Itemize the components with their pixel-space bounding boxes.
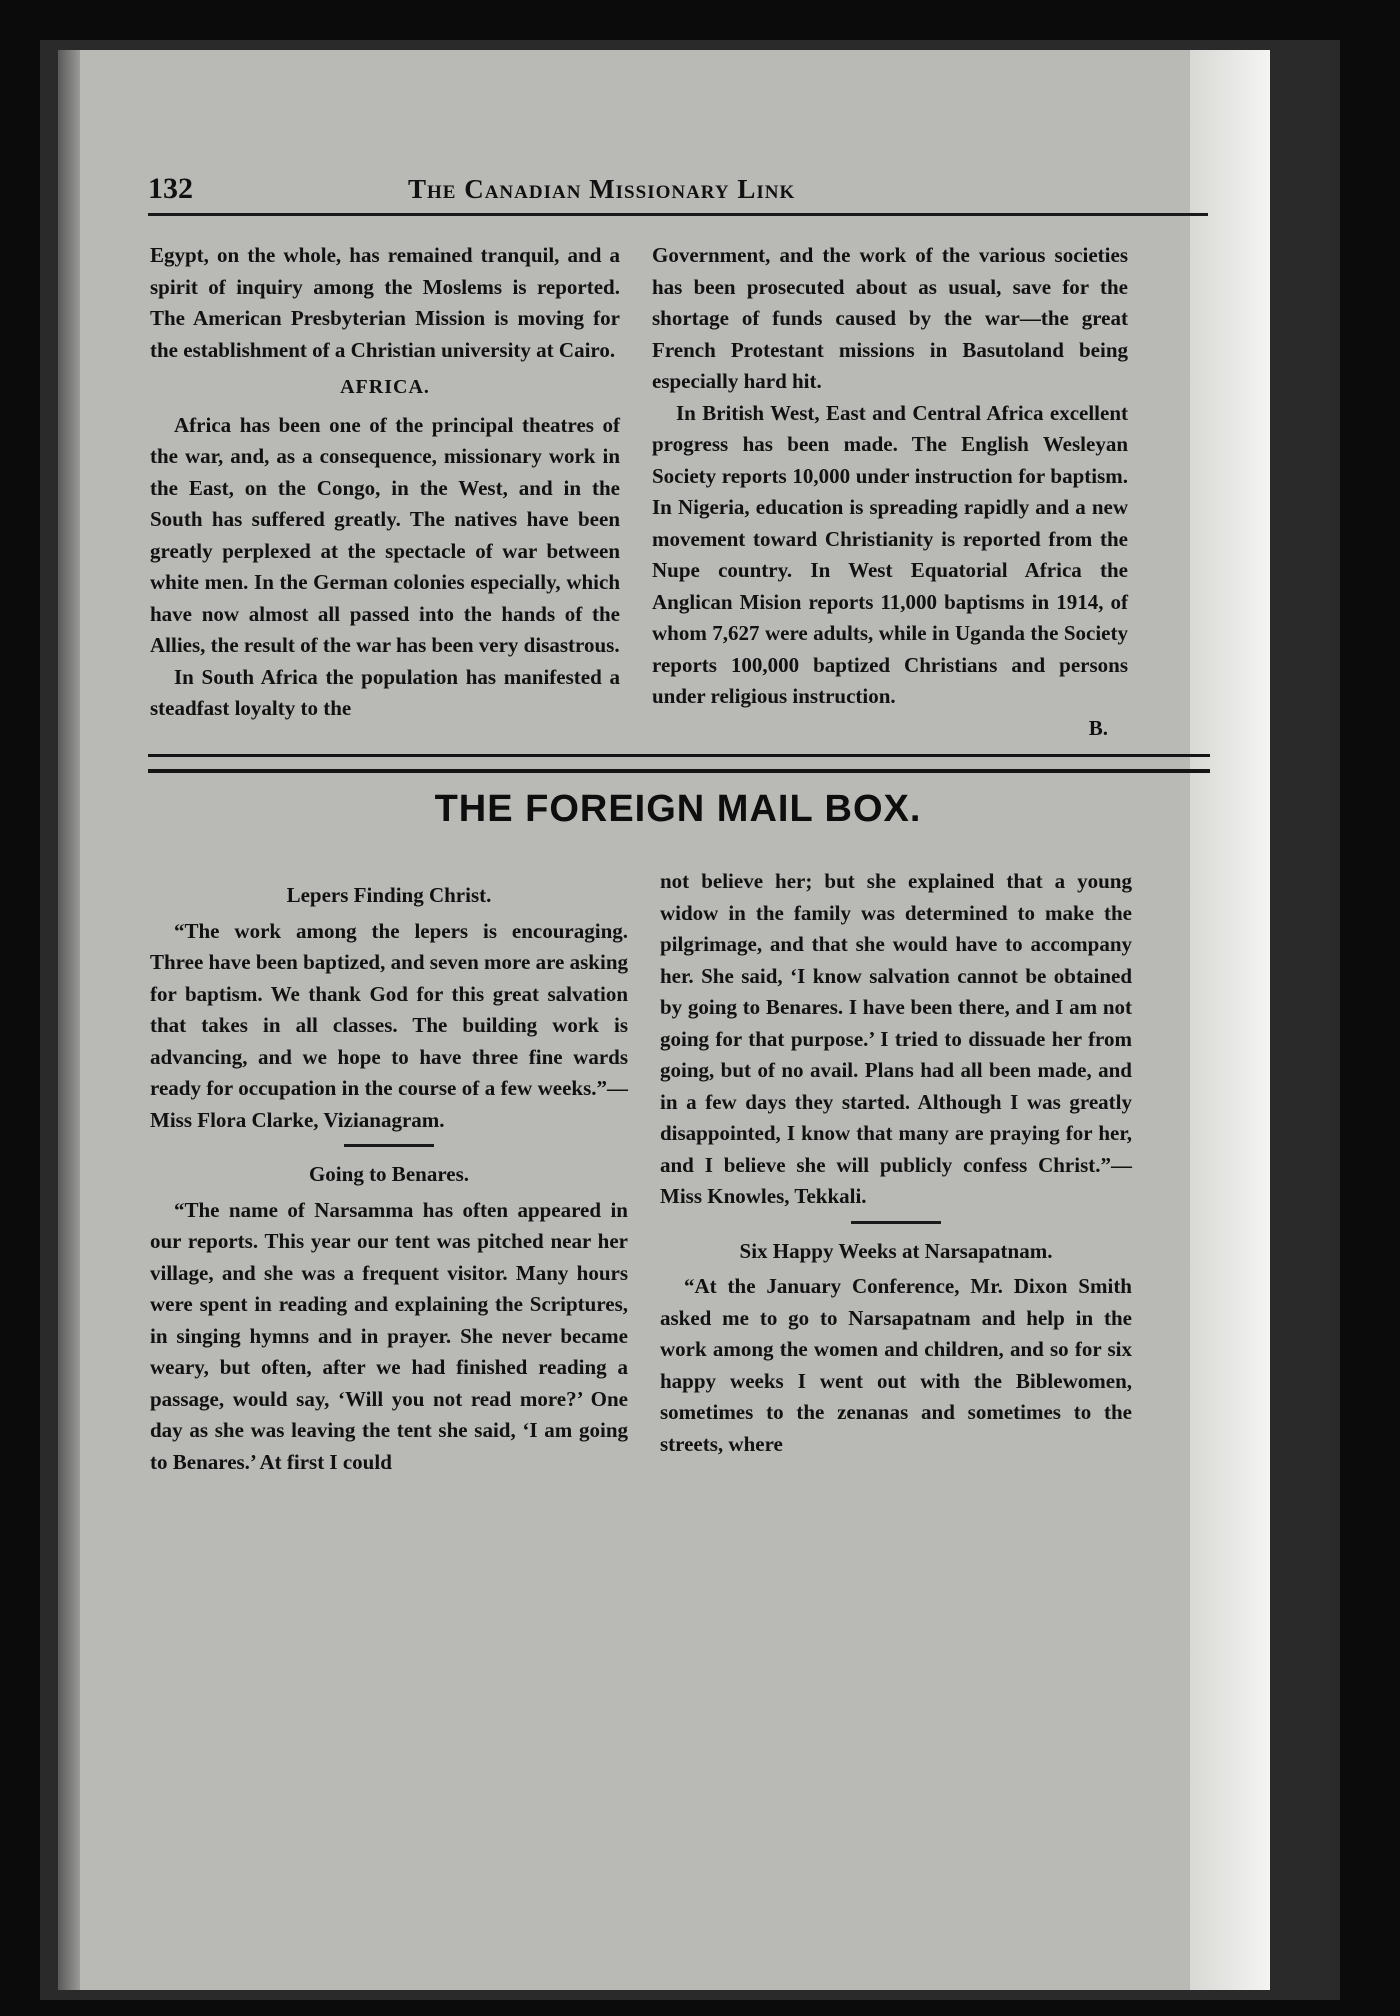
british-africa-paragraph: In British West, East and Central Africa excellent progress has been made. The English Wesleyan Society reports 10,000 under instruction for baptism. In Nigeria, education is spreading rapidly and a new movement toward Christianity is reported from the Nupe country. In West Equatorial Africa the Anglican Mision reports 11,000 baptisms in 1914, of whom 7,627 were adults, while in Uganda the Society reports 100,000 baptized Christians and persons under religious instruction. (652, 400, 1128, 708)
africa-heading: AFRICA. (340, 376, 430, 398)
author-signoff: B. (1088, 715, 1108, 740)
mail-column-left (150, 878, 628, 1478)
article-divider (851, 1221, 941, 1224)
page-header (148, 172, 1208, 212)
top-column-right (652, 240, 1128, 744)
section-divider (148, 754, 1210, 773)
benares-paragraph: “The name of Narsamma has often appeared in our reports. This year our tent was pitched near her village, and she was a frequent visitor. Many hours were spent in reading and explaining the Scriptures, in singing hymns and in prayer. She never became weary, but often, after we had finished reading a passage, would say, ‘Will you not read more?’ One day as she was leaving the tent she said, ‘I am going to Benares.’ At first I could (150, 1197, 628, 1474)
africa-paragraph: Africa has been one of the principal theatres of the war, and, as a consequence, missionary work in the East, on the Congo, in the West, and in the South has suffered greatly. The natives have been greatly perplexed at the spectacle of war between white men. In the German colonies especially, which have now almost all passed into the hands of the Allies, the result of the war has been very disastrous. (150, 412, 620, 657)
benares-continuation: not believe her; but she explained that a young widow in the family was determined to make the pilgrimage, and that she would have to accompany her. She said, ‘I know salvation cannot be obtained by going to Benares. I have been there, and I am not going for that purpose.’ I tried to dissuade her from going, but of no avail. Plans had all been made, and in a few days they started. Although I was greatly disappointed, I know that many are praying for her, and I believe she will publicly confess Christ.”—Miss Knowles, Tekkali. (660, 869, 1132, 1208)
top-column-left (150, 240, 620, 725)
south-africa-paragraph: In South Africa the population has manifested a steadfast loyalty to the (150, 664, 620, 720)
header-rule (148, 213, 1208, 216)
benares-heading: Going to Benares. (308, 1162, 470, 1186)
lepers-paragraph: “The work among the lepers is encouraging. Three have been baptized, and seven more are asking for baptism. We thank God for this great salvation that takes in all classes. The building work is advancing, and we hope to have three fine wards ready for occupation in the course of a few weeks.”—Miss Flora Clarke, Vizianagram. (150, 918, 628, 1132)
page-number: 132 (148, 172, 193, 205)
narsapatnam-heading: Six Happy Weeks at Narsapatnam. (739, 1238, 1053, 1263)
egypt-paragraph: Egypt, on the whole, has remained tranquil, and a spirit of inquiry among the Moslems is reported. The American Presbyterian Mission is moving for the establishment of a Christian university at Cairo. (150, 243, 620, 362)
page-binding (58, 50, 80, 1990)
mail-box-title: THE FOREIGN MAIL BOX. (434, 788, 922, 830)
article-divider (344, 1144, 434, 1147)
government-paragraph: Government, and the work of the various societies has been prosecuted about as usual, save for the shortage of funds caused by the war—the great French Protestant missions in Basutoland being especially hard hit. (652, 243, 1128, 393)
mail-column-right (660, 866, 1132, 1460)
narsapatnam-paragraph: “At the January Conference, Mr. Dixon Smith asked me to go to Narsapatnam and help in the work among the women and children, and so for six happy weeks I went out with the Biblewomen, sometimes to the zenanas and sometimes to the streets, where (660, 1274, 1132, 1456)
lepers-heading: Lepers Finding Christ. (286, 883, 492, 907)
running-title: The Canadian Missionary Link (408, 174, 796, 204)
page-edge (1190, 50, 1270, 1990)
